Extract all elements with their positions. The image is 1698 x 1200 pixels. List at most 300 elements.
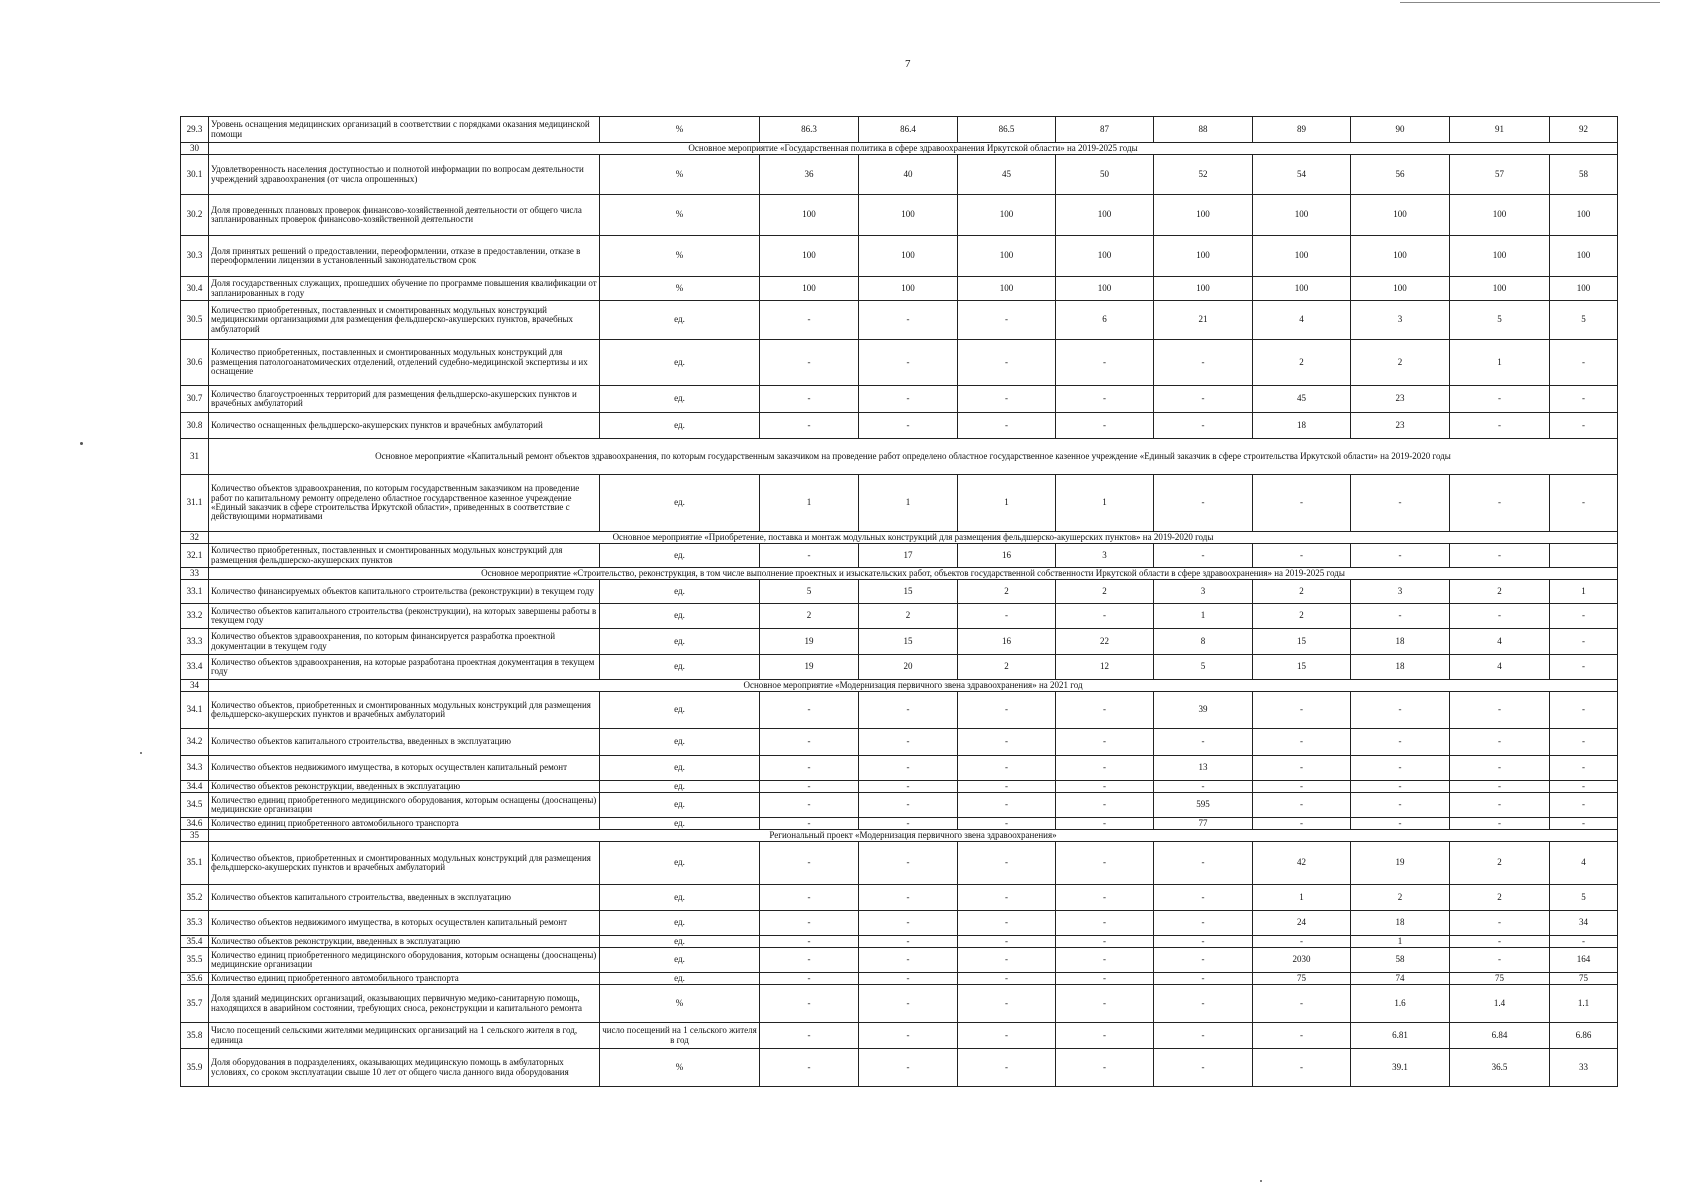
indicator-name: Количество объектов, приобретенных и смонтированных модульных конструкций для размещения фельдшерско-акушерских пунктов и врачебных амбулаторий (209, 842, 600, 885)
indicator-name: Количество приобретенных, поставленных и смонтированных модульных конструкций медицинскими организациями для размещения фельдшерско-акушерских пунктов, врачебных амбулаторий (209, 301, 600, 340)
value-cell: 2 (958, 580, 1056, 604)
value-cell: - (760, 756, 859, 781)
value-cell: 1 (1550, 580, 1618, 604)
value-cell: - (1056, 885, 1154, 911)
indicator-name: Количество единиц приобретенного медицинского оборудования, которым оснащены (дооснащены) медицинские организации (209, 948, 600, 973)
value-cell: 100 (1351, 195, 1450, 236)
value-cell: - (859, 692, 958, 729)
value-cell: - (1550, 729, 1618, 756)
value-cell: - (1253, 793, 1351, 818)
value-cell: - (859, 301, 958, 340)
value-cell: - (760, 1023, 859, 1049)
value-cell: - (859, 948, 958, 973)
table-row (181, 655, 1618, 680)
value-cell: 56 (1351, 155, 1450, 195)
value-cell: 57 (1450, 155, 1550, 195)
table-row (181, 413, 1618, 439)
row-number: 30.1 (181, 155, 209, 195)
value-cell: - (1154, 1023, 1253, 1049)
unit-cell: ед. (600, 604, 760, 629)
unit-cell: % (600, 1049, 760, 1087)
row-number: 35.5 (181, 948, 209, 973)
value-cell: - (1450, 413, 1550, 439)
value-cell: 100 (760, 195, 859, 236)
indicator-name: Количество объектов капитального строительства (реконструкции), на которых завершены работы в текущем году (209, 604, 600, 629)
value-cell: 23 (1351, 386, 1450, 413)
value-cell: 2 (958, 655, 1056, 680)
value-cell: 1.4 (1450, 985, 1550, 1023)
indicator-name: Уровень оснащения медицинских организаций в соответствии с порядками оказания медицинской помощи (209, 117, 600, 143)
value-cell: - (1056, 985, 1154, 1023)
value-cell: - (1253, 818, 1351, 830)
value-cell: 8 (1154, 629, 1253, 655)
value-cell: 100 (1351, 277, 1450, 301)
value-cell: - (1450, 948, 1550, 973)
value-cell: - (1450, 692, 1550, 729)
value-cell: - (1550, 629, 1618, 655)
indicator-name: Количество единиц приобретенного автомобильного транспорта (209, 973, 600, 985)
value-cell: 18 (1351, 629, 1450, 655)
value-cell: - (1450, 386, 1550, 413)
value-cell: - (958, 756, 1056, 781)
value-cell: - (958, 936, 1056, 948)
value-cell: 22 (1056, 629, 1154, 655)
value-cell: 89 (1253, 117, 1351, 143)
unit-cell: ед. (600, 842, 760, 885)
value-cell: 2 (859, 604, 958, 629)
value-cell: 3 (1351, 301, 1450, 340)
value-cell: 100 (1253, 236, 1351, 277)
value-cell: 18 (1351, 911, 1450, 936)
value-cell: - (958, 793, 1056, 818)
indicator-name: Количество единиц приобретенного автомобильного транспорта (209, 818, 600, 830)
indicator-name: Количество финансируемых объектов капитального строительства (реконструкции) в текущем году (209, 580, 600, 604)
unit-cell: ед. (600, 729, 760, 756)
scan-edge-line (1400, 2, 1660, 3)
row-number: 31 (181, 439, 209, 475)
value-cell: 20 (859, 655, 958, 680)
value-cell: - (1550, 781, 1618, 793)
table-row (181, 818, 1618, 830)
value-cell: - (1550, 475, 1618, 532)
value-cell: - (1253, 1023, 1351, 1049)
value-cell: - (958, 818, 1056, 830)
value-cell: - (760, 386, 859, 413)
value-cell: - (1056, 911, 1154, 936)
row-number: 35.4 (181, 936, 209, 948)
section-title: Основное мероприятие «Приобретение, поставка и монтаж модульных конструкций для размещения фельдшерско-акушерских пунктов» на 2019-2020 годы (209, 532, 1618, 544)
row-number: 35.1 (181, 842, 209, 885)
value-cell: - (1550, 793, 1618, 818)
row-number: 35.7 (181, 985, 209, 1023)
row-number: 30.6 (181, 340, 209, 386)
table-row (181, 985, 1618, 1023)
value-cell: - (760, 948, 859, 973)
value-cell: - (1154, 842, 1253, 885)
indicator-name: Количество объектов здравоохранения, на которые разработана проектная документация в текущем году (209, 655, 600, 680)
row-number: 34.4 (181, 781, 209, 793)
value-cell: 75 (1450, 973, 1550, 985)
scan-speck (80, 442, 83, 445)
unit-cell: ед. (600, 340, 760, 386)
value-cell: 75 (1550, 973, 1618, 985)
row-number: 34.6 (181, 818, 209, 830)
value-cell: 24 (1253, 911, 1351, 936)
section-row (181, 830, 1618, 842)
unit-cell: ед. (600, 973, 760, 985)
value-cell: - (1450, 793, 1550, 818)
section-row (181, 439, 1618, 475)
value-cell: 19 (760, 655, 859, 680)
value-cell: 4 (1450, 655, 1550, 680)
value-cell: 1 (1056, 475, 1154, 532)
value-cell: - (859, 756, 958, 781)
value-cell: 15 (859, 629, 958, 655)
value-cell: 16 (958, 629, 1056, 655)
unit-cell: ед. (600, 781, 760, 793)
value-cell: - (958, 301, 1056, 340)
value-cell: - (859, 413, 958, 439)
value-cell: 2 (1450, 842, 1550, 885)
value-cell: - (1056, 386, 1154, 413)
value-cell: 100 (760, 277, 859, 301)
indicator-name: Доля зданий медицинских организаций, оказывающих первичную медико-санитарную помощь, находящихся в аварийном состоянии, требующих сноса, реконструкции и капитального ремонта (209, 985, 600, 1023)
value-cell: - (760, 692, 859, 729)
value-cell: - (1154, 729, 1253, 756)
unit-cell: ед. (600, 580, 760, 604)
value-cell: - (1351, 793, 1450, 818)
value-cell: - (1253, 756, 1351, 781)
unit-cell: ед. (600, 386, 760, 413)
value-cell: 33 (1550, 1049, 1618, 1087)
indicator-name: Количество объектов, приобретенных и смонтированных модульных конструкций для размещения фельдшерско-акушерских пунктов и врачебных амбулаторий (209, 692, 600, 729)
table-row (181, 475, 1618, 532)
value-cell: - (1154, 413, 1253, 439)
value-cell: - (1056, 781, 1154, 793)
value-cell: - (1550, 818, 1618, 830)
value-cell: 100 (1450, 236, 1550, 277)
value-cell: 77 (1154, 818, 1253, 830)
value-cell: - (1253, 936, 1351, 948)
value-cell: 19 (760, 629, 859, 655)
row-number: 33 (181, 568, 209, 580)
value-cell: - (958, 1049, 1056, 1087)
value-cell: 87 (1056, 117, 1154, 143)
unit-cell: ед. (600, 911, 760, 936)
value-cell: - (859, 781, 958, 793)
value-cell: 5 (760, 580, 859, 604)
value-cell: - (1056, 1023, 1154, 1049)
value-cell: - (1253, 475, 1351, 532)
value-cell: - (859, 985, 958, 1023)
value-cell: - (1056, 756, 1154, 781)
value-cell: 86.4 (859, 117, 958, 143)
value-cell: - (760, 818, 859, 830)
value-cell: - (1550, 386, 1618, 413)
table-row (181, 544, 1618, 568)
value-cell: 5 (1550, 301, 1618, 340)
indicator-name: Число посещений сельскими жителями медицинских организаций на 1 сельского жителя в год, единица (209, 1023, 600, 1049)
value-cell: 1.1 (1550, 985, 1618, 1023)
row-number: 32 (181, 532, 209, 544)
unit-cell: число посещений на 1 сельского жителя в год (600, 1023, 760, 1049)
row-number: 30.3 (181, 236, 209, 277)
value-cell: 2 (1351, 885, 1450, 911)
value-cell: 45 (1253, 386, 1351, 413)
unit-cell: % (600, 985, 760, 1023)
value-cell: 6.86 (1550, 1023, 1618, 1049)
value-cell: - (760, 985, 859, 1023)
value-cell: 92 (1550, 117, 1618, 143)
value-cell: - (958, 604, 1056, 629)
value-cell: - (1154, 948, 1253, 973)
value-cell: - (1351, 781, 1450, 793)
value-cell: - (760, 781, 859, 793)
row-number: 30.2 (181, 195, 209, 236)
scan-speck (140, 752, 142, 754)
row-number: 34.5 (181, 793, 209, 818)
value-cell: - (1351, 729, 1450, 756)
value-cell: 86.3 (760, 117, 859, 143)
row-number: 30.8 (181, 413, 209, 439)
value-cell: - (760, 544, 859, 568)
value-cell: 100 (859, 236, 958, 277)
value-cell: - (1253, 544, 1351, 568)
scan-speck (1260, 1180, 1262, 1182)
value-cell: - (760, 973, 859, 985)
value-cell: - (1450, 729, 1550, 756)
value-cell: - (760, 842, 859, 885)
value-cell: 2030 (1253, 948, 1351, 973)
unit-cell: ед. (600, 475, 760, 532)
value-cell: 1.6 (1351, 985, 1450, 1023)
value-cell: 100 (1154, 195, 1253, 236)
unit-cell: ед. (600, 692, 760, 729)
row-number: 33.4 (181, 655, 209, 680)
value-cell: - (1056, 793, 1154, 818)
value-cell: 1 (1154, 604, 1253, 629)
value-cell: - (1154, 1049, 1253, 1087)
value-cell: - (760, 936, 859, 948)
section-title: Основное мероприятие «Модернизация первичного звена здравоохранения» на 2021 год (209, 680, 1618, 692)
value-cell: 100 (1550, 277, 1618, 301)
value-cell: 42 (1253, 842, 1351, 885)
value-cell: - (958, 885, 1056, 911)
value-cell: 164 (1550, 948, 1618, 973)
value-cell: - (1154, 985, 1253, 1023)
table-row (181, 793, 1618, 818)
value-cell: 3 (1154, 580, 1253, 604)
value-cell: - (1550, 655, 1618, 680)
unit-cell: ед. (600, 936, 760, 948)
indicators-table (180, 116, 1618, 1087)
value-cell: - (958, 340, 1056, 386)
row-number: 34 (181, 680, 209, 692)
value-cell: - (1351, 544, 1450, 568)
value-cell: 4 (1253, 301, 1351, 340)
value-cell: 1 (859, 475, 958, 532)
indicator-name: Удовлетворенность населения доступностью и полнотой информации по вопросам деятельности учреждений здравоохранения (от числа опрошенных) (209, 155, 600, 195)
unit-cell: % (600, 277, 760, 301)
value-cell: - (859, 911, 958, 936)
value-cell: 36 (760, 155, 859, 195)
table-row (181, 117, 1618, 143)
value-cell: - (1253, 781, 1351, 793)
value-cell: - (958, 781, 1056, 793)
section-row (181, 680, 1618, 692)
value-cell: 6 (1056, 301, 1154, 340)
value-cell: - (1351, 818, 1450, 830)
value-cell: 58 (1351, 948, 1450, 973)
table-row (181, 911, 1618, 936)
table-row (181, 155, 1618, 195)
value-cell: 75 (1253, 973, 1351, 985)
value-cell: - (1056, 729, 1154, 756)
value-cell: 91 (1450, 117, 1550, 143)
row-number: 30.7 (181, 386, 209, 413)
value-cell: 100 (1253, 195, 1351, 236)
table-row (181, 195, 1618, 236)
value-cell: - (958, 911, 1056, 936)
value-cell: 13 (1154, 756, 1253, 781)
value-cell: 23 (1351, 413, 1450, 439)
section-row (181, 143, 1618, 155)
value-cell: - (1550, 413, 1618, 439)
indicator-name: Количество объектов недвижимого имущества, в которых осуществлен капитальный ремонт (209, 911, 600, 936)
row-number: 35.3 (181, 911, 209, 936)
value-cell: - (1056, 818, 1154, 830)
value-cell: - (859, 973, 958, 985)
value-cell: - (1154, 911, 1253, 936)
value-cell: - (1253, 985, 1351, 1023)
value-cell: - (1550, 756, 1618, 781)
value-cell: 2 (1450, 885, 1550, 911)
value-cell: 21 (1154, 301, 1253, 340)
value-cell: - (760, 911, 859, 936)
table-row (181, 340, 1618, 386)
unit-cell: % (600, 236, 760, 277)
value-cell: - (859, 818, 958, 830)
value-cell: 2 (1450, 580, 1550, 604)
value-cell: 3 (1056, 544, 1154, 568)
value-cell: 100 (760, 236, 859, 277)
value-cell: - (1154, 475, 1253, 532)
value-cell: 34 (1550, 911, 1618, 936)
table-row (181, 756, 1618, 781)
value-cell: 100 (1351, 236, 1450, 277)
row-number: 31.1 (181, 475, 209, 532)
value-cell: - (1056, 842, 1154, 885)
value-cell: - (1550, 604, 1618, 629)
value-cell: 100 (1253, 277, 1351, 301)
table-row (181, 1049, 1618, 1087)
unit-cell: % (600, 117, 760, 143)
value-cell: 100 (958, 195, 1056, 236)
value-cell: - (859, 936, 958, 948)
value-cell: - (859, 1023, 958, 1049)
row-number: 30.4 (181, 277, 209, 301)
value-cell: 2 (1253, 580, 1351, 604)
indicator-name: Доля оборудования в подразделениях, оказывающих медицинскую помощь в амбулаторных условиях, со сроком эксплуатации свыше 10 лет от общего числа данного вида оборудования (209, 1049, 600, 1087)
value-cell: - (1154, 885, 1253, 911)
value-cell: 1 (760, 475, 859, 532)
value-cell: - (1351, 756, 1450, 781)
page-number: 7 (905, 58, 911, 70)
value-cell: - (859, 885, 958, 911)
value-cell (1550, 544, 1618, 568)
unit-cell: ед. (600, 756, 760, 781)
value-cell: 16 (958, 544, 1056, 568)
table-row (181, 842, 1618, 885)
unit-cell: ед. (600, 655, 760, 680)
value-cell: 100 (1056, 236, 1154, 277)
value-cell: - (859, 340, 958, 386)
value-cell: - (1154, 781, 1253, 793)
value-cell: 2 (1253, 604, 1351, 629)
value-cell: - (859, 793, 958, 818)
value-cell: 6.81 (1351, 1023, 1450, 1049)
indicator-name: Количество объектов здравоохранения, по которым государственным заказчиком на проведение работ по капитальному ремонту определено областное государственное казенное учреждение «Единый заказчик в сфере строительства Иркутской области», приведенных в соответствие с действующими нормативами (209, 475, 600, 532)
value-cell: - (1450, 604, 1550, 629)
table-row (181, 936, 1618, 948)
indicator-name: Доля принятых решений о предоставлении, переоформлении, отказе в предоставлении, отказе в переоформлении лицензии в установленный законодательством срок (209, 236, 600, 277)
value-cell: 1 (1450, 340, 1550, 386)
value-cell: - (1154, 936, 1253, 948)
value-cell: 100 (859, 195, 958, 236)
value-cell: - (1450, 781, 1550, 793)
indicator-name: Количество объектов реконструкции, введенных в эксплуатацию (209, 936, 600, 948)
value-cell: - (958, 692, 1056, 729)
value-cell: - (1351, 475, 1450, 532)
indicator-name: Количество приобретенных, поставленных и смонтированных модульных конструкций для размещения фельдшерско-акушерских пунктов (209, 544, 600, 568)
row-number: 33.2 (181, 604, 209, 629)
section-title: Основное мероприятие «Капитальный ремонт объектов здравоохранения, по которым государственным заказчиком на проведение работ определено областное государственное казенное учреждение «Единый заказчик в сфере строительства Иркутской области» на 2019-2020 годы (209, 439, 1618, 475)
row-number: 35.8 (181, 1023, 209, 1049)
value-cell: - (1056, 1049, 1154, 1087)
value-cell: 12 (1056, 655, 1154, 680)
value-cell: - (760, 885, 859, 911)
value-cell: 50 (1056, 155, 1154, 195)
value-cell: 52 (1154, 155, 1253, 195)
value-cell: 58 (1550, 155, 1618, 195)
value-cell: 74 (1351, 973, 1450, 985)
value-cell: - (1253, 729, 1351, 756)
value-cell: - (1056, 340, 1154, 386)
row-number: 35.6 (181, 973, 209, 985)
value-cell: 3 (1351, 580, 1450, 604)
unit-cell: ед. (600, 629, 760, 655)
value-cell: 86.5 (958, 117, 1056, 143)
value-cell: - (1056, 604, 1154, 629)
value-cell: - (1450, 544, 1550, 568)
value-cell: - (1450, 818, 1550, 830)
value-cell: 4 (1450, 629, 1550, 655)
value-cell: 100 (1056, 277, 1154, 301)
section-row (181, 568, 1618, 580)
table-row (181, 604, 1618, 629)
value-cell: 100 (1154, 277, 1253, 301)
value-cell: - (859, 1049, 958, 1087)
value-cell: - (760, 340, 859, 386)
value-cell: - (859, 842, 958, 885)
indicator-name: Доля проведенных плановых проверок финансово-хозяйственной деятельности от общего числа запланированных проверок финансово-хозяйственной деятельности (209, 195, 600, 236)
table-row (181, 1023, 1618, 1049)
value-cell: - (1253, 1049, 1351, 1087)
value-cell: - (958, 985, 1056, 1023)
indicator-name: Количество объектов недвижимого имущества, в которых осуществлен капитальный ремонт (209, 756, 600, 781)
unit-cell: ед. (600, 948, 760, 973)
row-number: 35.2 (181, 885, 209, 911)
